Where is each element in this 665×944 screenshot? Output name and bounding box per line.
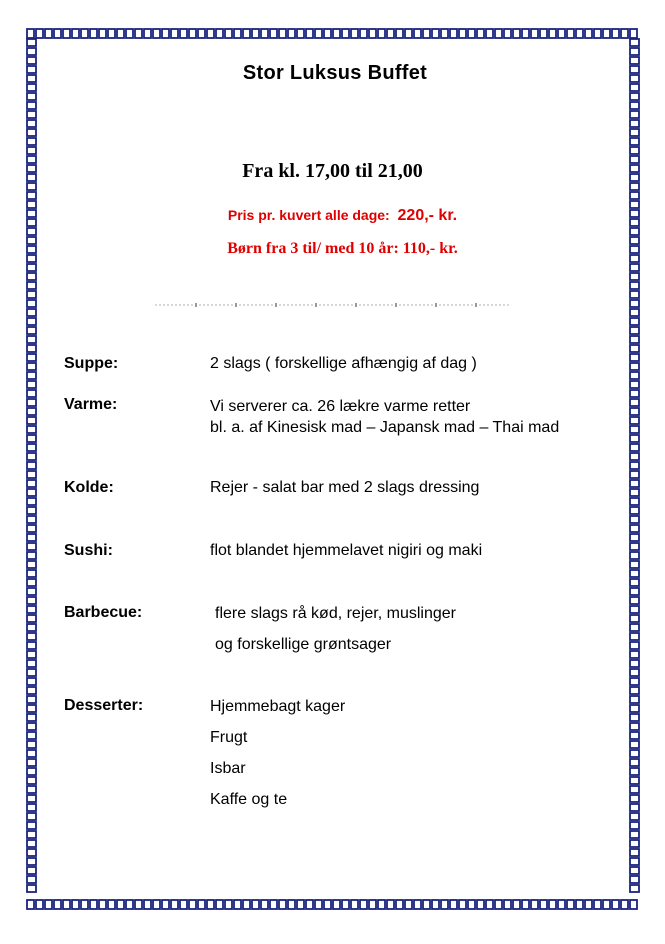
menu-line: Hjemmebagt kager bbox=[210, 698, 346, 715]
menu-line: flere slags rå kød, rejer, muslinger bbox=[215, 605, 456, 622]
menu-text-barbecue bbox=[215, 598, 456, 660]
price-line bbox=[0, 207, 665, 225]
menu-line: Kaffe og te bbox=[210, 791, 288, 808]
menu-line: Vi serverer ca. 26 lækre varme retter bbox=[210, 398, 471, 415]
child-price: Børn fra 3 til/ med 10 år: 110,- kr. bbox=[227, 240, 458, 257]
title-text: Stor Luksus Buffet bbox=[242, 62, 428, 84]
menu-label-suppe: Suppe: bbox=[64, 355, 119, 372]
menu-text-suppe bbox=[210, 355, 477, 373]
menu-label-barbecue: Barbecue: bbox=[64, 604, 143, 621]
menu-line: og forskellige grøntsager bbox=[215, 636, 392, 653]
opening-hours: Fra kl. 17,00 til 21,00 bbox=[242, 160, 423, 182]
menu-line: flot blandet hjemmelavet nigiri og maki bbox=[210, 542, 483, 559]
menu-text-kolde bbox=[210, 479, 479, 497]
menu-text-varme bbox=[210, 396, 559, 438]
divider bbox=[155, 300, 511, 310]
menu-label-kolde: Kolde: bbox=[64, 479, 114, 496]
menu-line: Isbar bbox=[210, 760, 246, 777]
menu-text-desserter bbox=[210, 691, 345, 815]
menu-label-sushi: Sushi: bbox=[64, 542, 113, 559]
price-label: Pris pr. kuvert alle dage: bbox=[227, 207, 390, 223]
menu-text-sushi bbox=[210, 542, 482, 560]
menu-label-desserter: Desserter: bbox=[64, 697, 144, 714]
menu-line: 2 slags ( forskellige afhængig af dag ) bbox=[210, 355, 477, 372]
menu-line: Frugt bbox=[210, 729, 248, 746]
menu-label-varme: Varme: bbox=[64, 396, 118, 413]
menu-line: Rejer - salat bar med 2 slags dressing bbox=[210, 479, 480, 496]
page-title bbox=[150, 62, 520, 85]
menu-line: bl. a. af Kinesisk mad – Japansk mad – Thai mad bbox=[210, 419, 560, 436]
price-amount: 220,- kr. bbox=[397, 207, 458, 224]
